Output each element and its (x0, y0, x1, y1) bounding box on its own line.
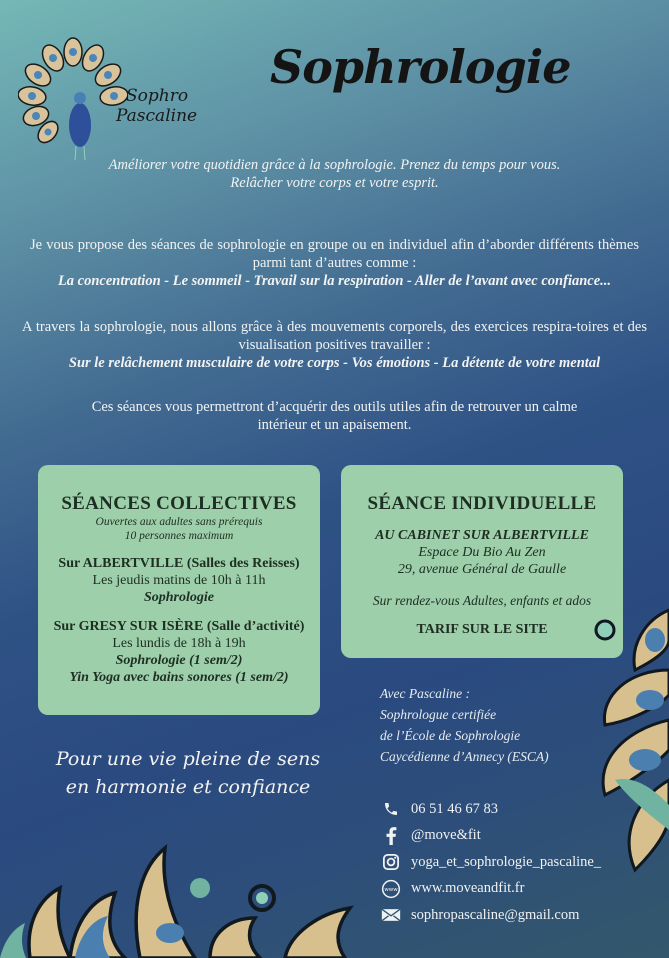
individual-address: Espace Du Bio Au Zen (418, 545, 546, 560)
phone-icon (380, 799, 402, 819)
intro-text: Je vous propose des séances de sophrologie en groupe ou en individuel afin d’aborder différents thèmes parmi tant d’autres comme : (30, 237, 639, 271)
individual-appointment: Sur rendez-vous Adultes, enfants et ados (372, 593, 592, 608)
collective-title: SÉANCES COLLECTIVES (61, 493, 297, 514)
logo-line1: Sophro (126, 86, 189, 106)
tagline (28, 745, 348, 801)
individual-price: TARIF SUR LE SITE (416, 622, 548, 637)
location-activity: Sophrologie (143, 590, 214, 605)
intro-text: Ces séances vous permettront d’acquérir des outils utiles afin de retrouver un calme intérieur et un apaisement. (91, 399, 578, 433)
instagram-icon (380, 852, 402, 872)
facebook-handle: @move&fit (411, 827, 481, 844)
about-line: de l’École de Sophrologie (380, 728, 521, 743)
intro-line: Améliorer votre quotidien grâce à la sophrologie. Prenez du temps pour vous. (108, 157, 561, 173)
logo-text (116, 86, 198, 126)
email-icon (380, 905, 402, 925)
website-icon (380, 879, 402, 899)
about-practitioner (380, 683, 549, 767)
collective-subtitle: 10 personnes maximum (124, 530, 234, 542)
peacock-feather-ornament-bottom (0, 838, 360, 958)
tagline-line: en harmonie et confiance (65, 776, 311, 798)
website-link: www.moveandfit.fr (411, 880, 525, 897)
collective-subtitle: Ouvertes aux adultes sans prérequis (95, 516, 263, 528)
intro-paragraph-4 (70, 398, 599, 434)
collective-sessions-box (38, 465, 320, 715)
location-activity: Sophrologie (1 sem/2) (115, 653, 243, 668)
contact-phone[interactable] (380, 796, 601, 823)
location-time: Les jeudis matins de 10h à 11h (92, 573, 266, 588)
page-title: Sophrologie (270, 40, 571, 94)
about-line: Avec Pascaline : (380, 686, 470, 701)
facebook-icon (380, 826, 402, 846)
tagline-line: Pour une vie pleine de sens (55, 748, 321, 770)
contact-email[interactable] (380, 902, 601, 929)
location-albertville: Sur ALBERTVILLE (Salles des Reisses) (58, 556, 300, 571)
peacock-feather-ornament-right (575, 600, 669, 890)
intro-paragraph-1 (20, 156, 649, 192)
intro-themes: Sur le relâchement musculaire de votre corps - Vos émotions - La détente de votre mental (68, 355, 601, 371)
email-address: sophropascaline@gmail.com (411, 906, 580, 923)
svg-text:www: www (384, 886, 398, 893)
logo-line2: Pascaline (116, 106, 198, 126)
intro-themes: La concentration - Le sommeil - Travail sur la respiration - Aller de l’avant avec confiance... (57, 273, 612, 289)
about-line: Sophrologue certifiée (380, 707, 497, 722)
location-time: Les lundis de 18h à 19h (112, 636, 246, 651)
individual-title: SÉANCE INDIVIDUELLE (367, 493, 597, 514)
location-activity: Yin Yoga avec bains sonores (1 sem/2) (69, 670, 289, 685)
intro-text: A travers la sophrologie, nous allons grâce à des mouvements corporels, des exercices respira-toires et des visualisation positives travailler : (22, 319, 647, 353)
contact-facebook[interactable] (380, 823, 601, 850)
about-line: Caycédienne d’Annecy (ESCA) (380, 749, 549, 764)
location-gresy: Sur GRESY SUR ISÈRE (Salle d’activité) (53, 619, 305, 634)
individual-address: 29, avenue Général de Gaulle (397, 562, 567, 577)
peacock-icon (18, 30, 128, 160)
contact-list (380, 796, 601, 929)
contact-website[interactable] (380, 876, 601, 903)
intro-line: Relâcher votre corps et votre esprit. (230, 175, 439, 191)
intro-paragraph-3 (22, 318, 647, 372)
contact-instagram[interactable] (380, 849, 601, 876)
phone-number: 06 51 46 67 83 (411, 800, 498, 817)
logo (18, 30, 198, 160)
instagram-handle: yoga_et_sophrologie_pascaline_ (411, 853, 602, 870)
individual-place: AU CABINET SUR ALBERTVILLE (375, 528, 589, 543)
intro-paragraph-2 (30, 236, 639, 290)
